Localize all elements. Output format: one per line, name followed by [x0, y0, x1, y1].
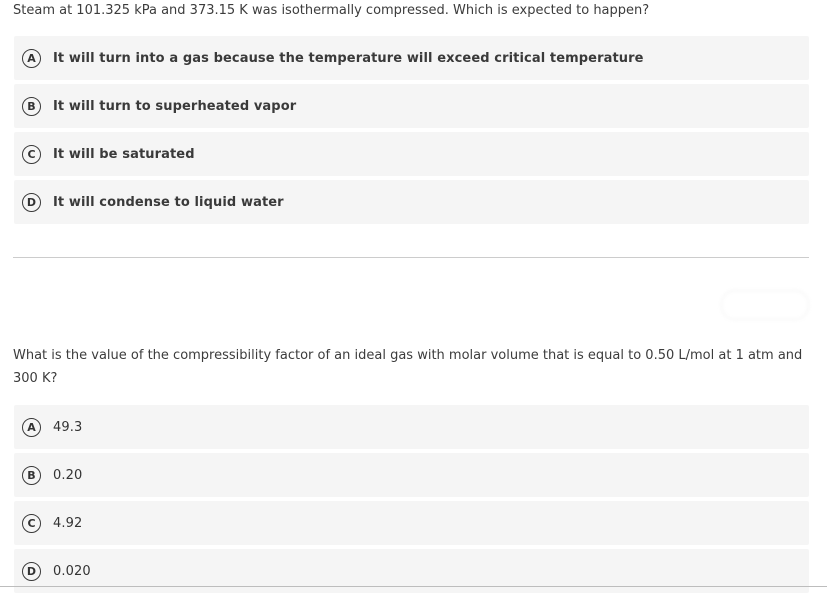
blurred-button[interactable]	[721, 290, 809, 320]
question-2-option-b[interactable]	[14, 453, 809, 497]
question-1-option-a[interactable]	[14, 36, 809, 80]
option-letter-badge: D	[22, 193, 41, 212]
option-label: 0.020	[53, 563, 91, 579]
option-letter-badge: B	[22, 466, 41, 485]
option-label: 0.20	[53, 467, 83, 483]
option-letter-badge: B	[22, 97, 41, 116]
option-letter-badge: C	[22, 514, 41, 533]
question-1-options	[14, 36, 809, 228]
question-1-option-c[interactable]	[14, 132, 809, 176]
question-2-options	[14, 405, 809, 597]
question-1-option-b[interactable]	[14, 84, 809, 128]
question-2-text: What is the value of the compressibility factor of an ideal gas with molar volume that is equal to 0.50 L/mol at 1 atm and 300 K?	[13, 348, 803, 386]
question-number-label-blurred	[13, 297, 108, 315]
question-2-option-a[interactable]	[14, 405, 809, 449]
option-label: It will condense to liquid water	[53, 194, 284, 210]
option-label: It will turn to superheated vapor	[53, 98, 297, 114]
option-label: 4.92	[53, 515, 83, 531]
bottom-divider	[0, 586, 827, 587]
option-letter-badge: A	[22, 49, 41, 68]
option-letter-badge: A	[22, 418, 41, 437]
option-label: It will be saturated	[53, 146, 195, 162]
question-1-text: Steam at 101.325 kPa and 373.15 K was isothermally compressed. Which is expected to happen?	[13, 3, 650, 18]
question-divider	[13, 257, 809, 258]
question-2-option-c[interactable]	[14, 501, 809, 545]
option-letter-badge: C	[22, 145, 41, 164]
question-1-option-d[interactable]	[14, 180, 809, 224]
option-letter-badge: D	[22, 562, 41, 581]
option-label: 49.3	[53, 419, 83, 435]
option-label: It will turn into a gas because the temperature will exceed critical temperature	[53, 50, 644, 66]
